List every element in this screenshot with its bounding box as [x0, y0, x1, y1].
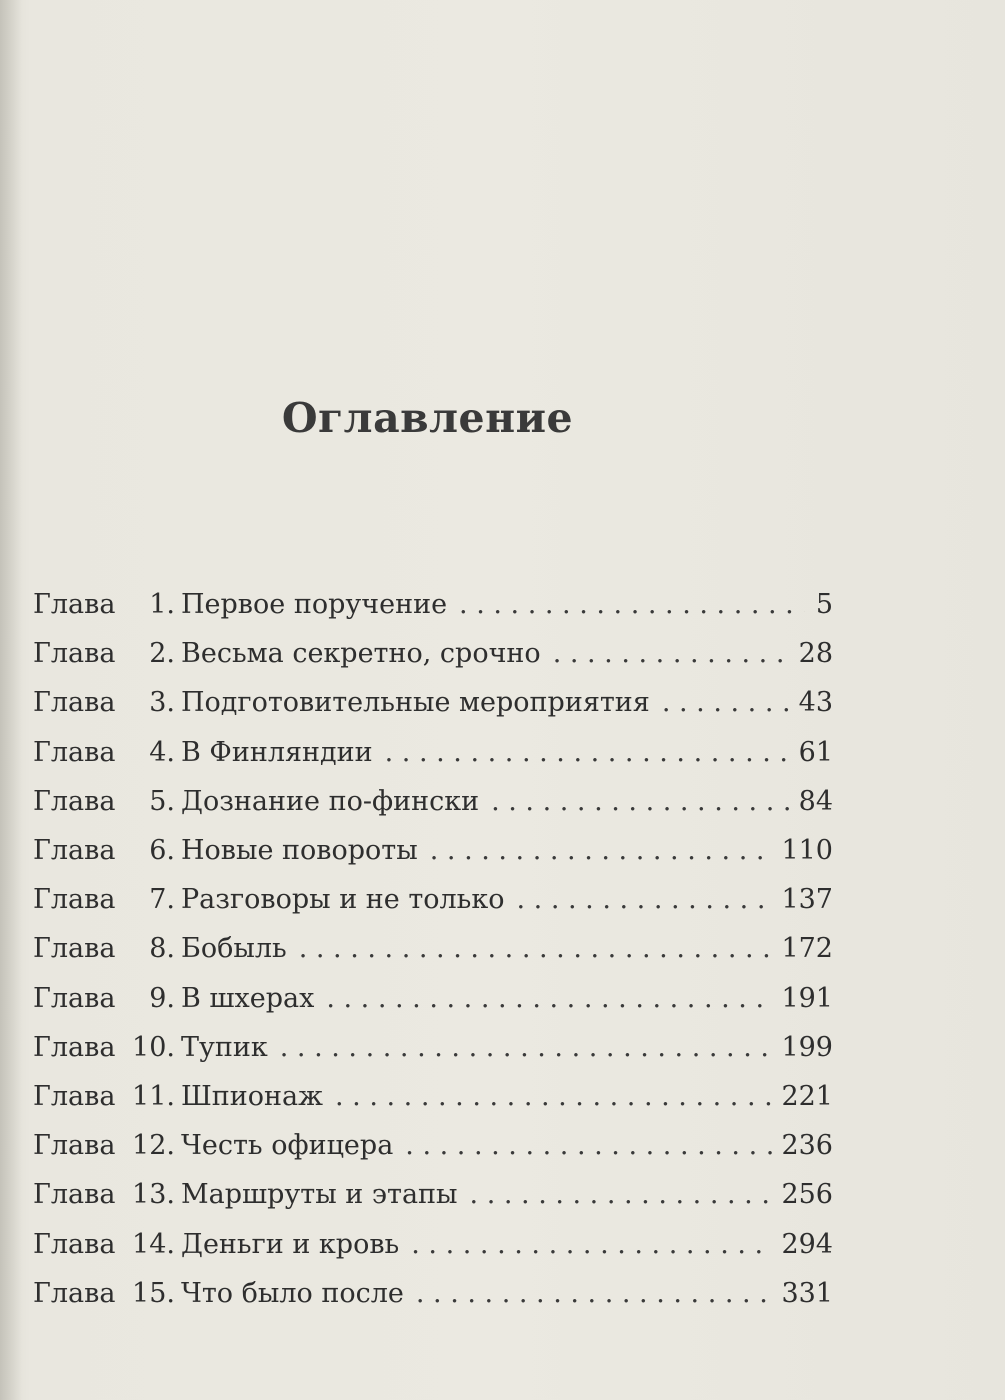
- chapter-word: Глава: [33, 736, 116, 768]
- chapter-word: Глава: [33, 1277, 116, 1309]
- chapter-title: Дознание по-фински: [181, 785, 480, 817]
- toc-entry: [33, 580, 833, 629]
- chapter-number: 8.: [149, 933, 175, 965]
- chapter-word: Глава: [33, 687, 116, 719]
- table-of-contents: [33, 580, 833, 1318]
- chapter-page: 43: [798, 687, 833, 719]
- toc-entry: [33, 629, 833, 678]
- chapter-title: Тупик: [181, 1031, 268, 1063]
- chapter-word: Глава: [33, 1228, 116, 1260]
- toc-entry: [33, 1072, 833, 1121]
- toc-entry: [33, 1269, 833, 1318]
- chapter-word: Глава: [33, 785, 116, 817]
- chapter-title: Маршруты и этапы: [181, 1179, 458, 1211]
- chapter-word: Глава: [33, 884, 116, 916]
- toc-entry: [33, 728, 833, 777]
- chapter-word: Глава: [33, 638, 116, 670]
- dot-leader: [517, 884, 774, 915]
- dot-leader: [411, 1229, 773, 1260]
- chapter-number: 1.: [149, 589, 175, 621]
- chapter-title: Первое поручение: [181, 589, 448, 621]
- chapter-title: Весьма секретно, срочно: [181, 638, 541, 670]
- chapter-title: Новые повороты: [181, 835, 418, 867]
- chapter-word: Глава: [33, 1080, 116, 1112]
- dot-leader: [470, 1179, 774, 1210]
- chapter-page: 294: [781, 1228, 833, 1260]
- chapter-number: 7.: [149, 884, 175, 916]
- chapter-page: 191: [781, 982, 833, 1014]
- dot-leader: [335, 1081, 773, 1112]
- dot-leader: [385, 737, 791, 768]
- toc-entry: [33, 875, 833, 924]
- chapter-number: 6.: [149, 835, 175, 867]
- chapter-page: 172: [781, 933, 833, 965]
- chapter-title: В Финляндии: [181, 736, 373, 768]
- chapter-title: Разговоры и не только: [181, 884, 505, 916]
- chapter-page: 236: [781, 1130, 833, 1162]
- chapter-number: 5.: [149, 785, 175, 817]
- toc-entry: [33, 974, 833, 1023]
- chapter-number: 14.: [132, 1228, 175, 1260]
- chapter-word: Глава: [33, 982, 116, 1014]
- dot-leader: [491, 786, 791, 817]
- spine-shadow: [0, 0, 22, 1400]
- chapter-number: 4.: [149, 736, 175, 768]
- chapter-word: Глава: [33, 589, 116, 621]
- toc-entry: [33, 678, 833, 727]
- chapter-page: 61: [798, 736, 833, 768]
- chapter-number: 15.: [132, 1277, 175, 1309]
- chapter-title: Шпионаж: [181, 1080, 323, 1112]
- chapter-title: Что было после: [181, 1277, 404, 1309]
- chapter-page: 331: [781, 1277, 833, 1309]
- chapter-page: 199: [781, 1031, 833, 1063]
- chapter-page: 256: [781, 1179, 833, 1211]
- toc-entry: [33, 1170, 833, 1219]
- dot-leader: [299, 933, 774, 964]
- chapter-page: 84: [798, 785, 833, 817]
- dot-leader: [459, 589, 805, 620]
- chapter-page: 110: [781, 835, 833, 867]
- chapter-page: 28: [798, 638, 833, 670]
- chapter-word: Глава: [33, 1179, 116, 1211]
- dot-leader: [662, 687, 791, 718]
- toc-entry: [33, 777, 833, 826]
- chapter-number: 13.: [132, 1179, 175, 1211]
- chapter-word: Глава: [33, 1130, 116, 1162]
- toc-entry: [33, 1023, 833, 1072]
- chapter-page: 137: [781, 884, 833, 916]
- chapter-word: Глава: [33, 933, 116, 965]
- chapter-number: 11.: [132, 1080, 175, 1112]
- dot-leader: [416, 1278, 774, 1309]
- chapter-title: В шхерах: [181, 982, 315, 1014]
- toc-entry: [33, 924, 833, 973]
- chapter-page: 5: [815, 589, 833, 621]
- chapter-title: Подготовительные мероприятия: [181, 687, 650, 719]
- dot-leader: [405, 1130, 773, 1161]
- page-title: Оглавление: [281, 394, 574, 442]
- toc-entry: [33, 1219, 833, 1268]
- chapter-number: 9.: [149, 982, 175, 1014]
- chapter-word: Глава: [33, 1031, 116, 1063]
- dot-leader: [326, 983, 773, 1014]
- toc-entry: [33, 1121, 833, 1170]
- chapter-number: 10.: [132, 1031, 175, 1063]
- chapter-number: 12.: [132, 1130, 175, 1162]
- chapter-word: Глава: [33, 835, 116, 867]
- chapter-title: Честь офицера: [181, 1130, 394, 1162]
- dot-leader: [430, 835, 774, 866]
- toc-entry: [33, 826, 833, 875]
- chapter-page: 221: [781, 1080, 833, 1112]
- chapter-title: Деньги и кровь: [181, 1228, 400, 1260]
- chapter-title: Бобыль: [181, 933, 287, 965]
- chapter-number: 2.: [149, 638, 175, 670]
- dot-leader: [280, 1032, 774, 1063]
- chapter-number: 3.: [149, 687, 175, 719]
- dot-leader: [553, 638, 791, 669]
